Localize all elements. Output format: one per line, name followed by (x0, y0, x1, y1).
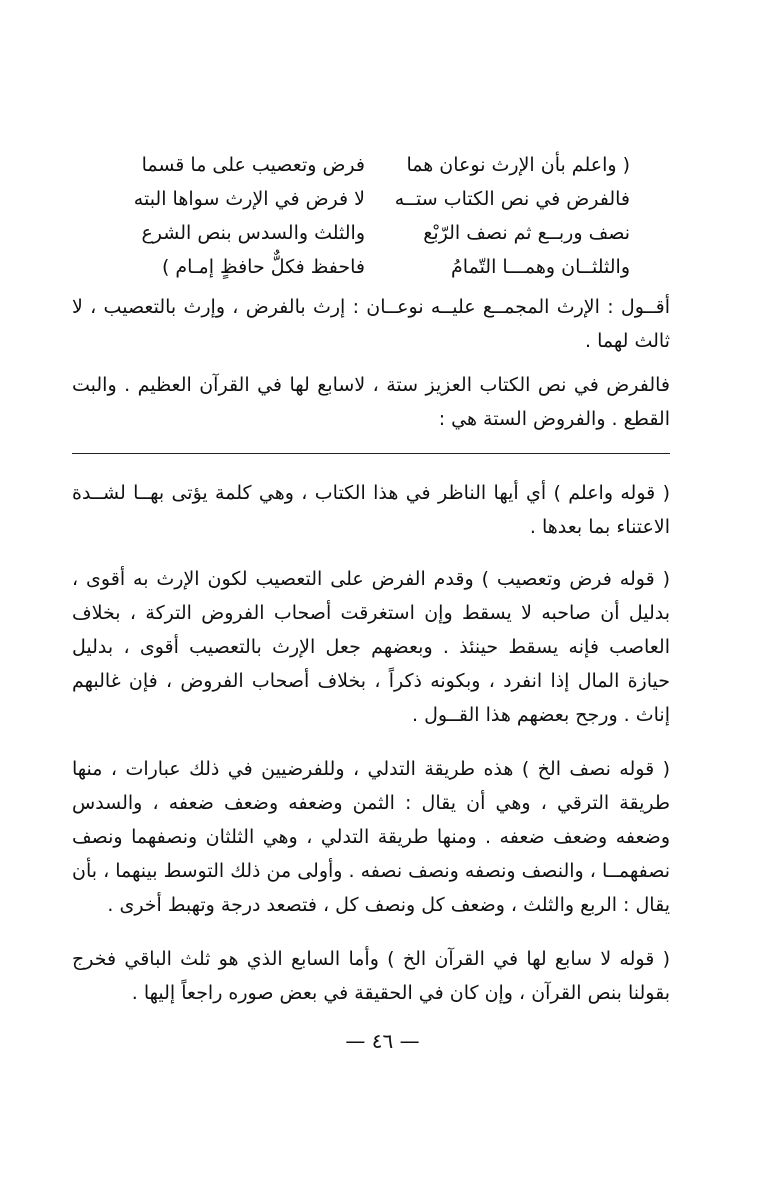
commentary-paragraph-2 (72, 368, 670, 436)
footnote-divider (72, 453, 670, 454)
verse-second-hemistich: فرض وتعصيب على ما قسما (141, 154, 365, 176)
poem-verse-3 (130, 216, 630, 250)
poem-verse-1 (130, 148, 630, 182)
footnote-2 (72, 562, 670, 732)
poem-verse-4 (130, 250, 630, 284)
verse-second-hemistich: فاحفظ فكلٌّ حافظٍ إمـام ) (161, 256, 365, 278)
footnote-text: ( قوله نصف الخ ) هذه طريقة التدلي ، وللفرضيين في ذلك عبارات ، منها طريقة الترقي ، وهي أن يقال : الثمن وضعفه وضعف ضعفه ، والسدس وضعفه وضعف ضعفه . ومنها طريقة التدلي ، وهي الثلثان ونصفهما ونصف نصفهمــا ، والنصف ونصفه ونصف نصفه . وأولى من ذلك التوسط بينهما ، بأن يقال : الربع والثلث ، وضعف كل ونصف كل ، فتصعد درجة وتهبط أخرى . (72, 758, 670, 916)
verse-second-hemistich: لا فرض في الإرث سواها البته (133, 188, 365, 210)
commentary-text: أقــول : الإرث المجمــع عليــه نوعــان : إرث بالفرض ، وإرث بالتعصيب ، لا ثالث لهما . (72, 296, 670, 352)
commentary-text: فالفرض في نص الكتاب العزيز ستة ، لاسابع لها في القرآن العظيم . والبت القطع . والفروض الستة هي : (72, 374, 670, 430)
footnote-4 (72, 942, 670, 1010)
commentary-paragraph-1 (72, 290, 670, 358)
poem-verses (130, 148, 630, 284)
footnote-1 (72, 476, 670, 544)
verse-first-hemistich: نصف وربــع ثم نصف الرّبْع (423, 222, 630, 244)
verse-first-hemistich: فالفرض في نص الكتاب ستــه (394, 188, 630, 210)
page-number: — ٤٦ — (345, 1029, 420, 1053)
footnote-3 (72, 752, 670, 922)
verse-first-hemistich: ( واعلم بأن الإرث نوعان هما (406, 154, 630, 176)
verse-first-hemistich: والثلثــان وهمـــا التّمامُ (451, 256, 630, 278)
footnote-text: ( قوله واعلم ) أي أيها الناظر في هذا الكتاب ، وهي كلمة يؤتى بهــا لشــدة الاعتناء بما بعدها . (72, 482, 670, 538)
footnote-text: ( قوله فرض وتعصيب ) وقدم الفرض على التعصيب لكون الإرث به أقوى ، بدليل أن صاحبه لا يسقط وإن استغرقت أصحاب الفروض التركة ، بخلاف العاصب فإنه يسقط حينئذ . وبعضهم جعل الإرث بالتعصيب أقوى ، بدليل حيازة المال إذا انفرد ، وبكونه ذكراً ، بخلاف أصحاب الفروض ، فإن غالبهم إناث . ورجح بعضهم هذا القــول . (72, 568, 670, 726)
verse-second-hemistich: والثلث والسدس بنص الشرع (141, 222, 365, 244)
footnote-text: ( قوله لا سابع لها في القرآن الخ ) وأما السابع الذي هو ثلث الباقي فخرج بقولنا بنص القرآن ، وإن كان في الحقيقة في بعض صوره راجعاً إليها . (72, 948, 670, 1004)
poem-verse-2 (130, 182, 630, 216)
